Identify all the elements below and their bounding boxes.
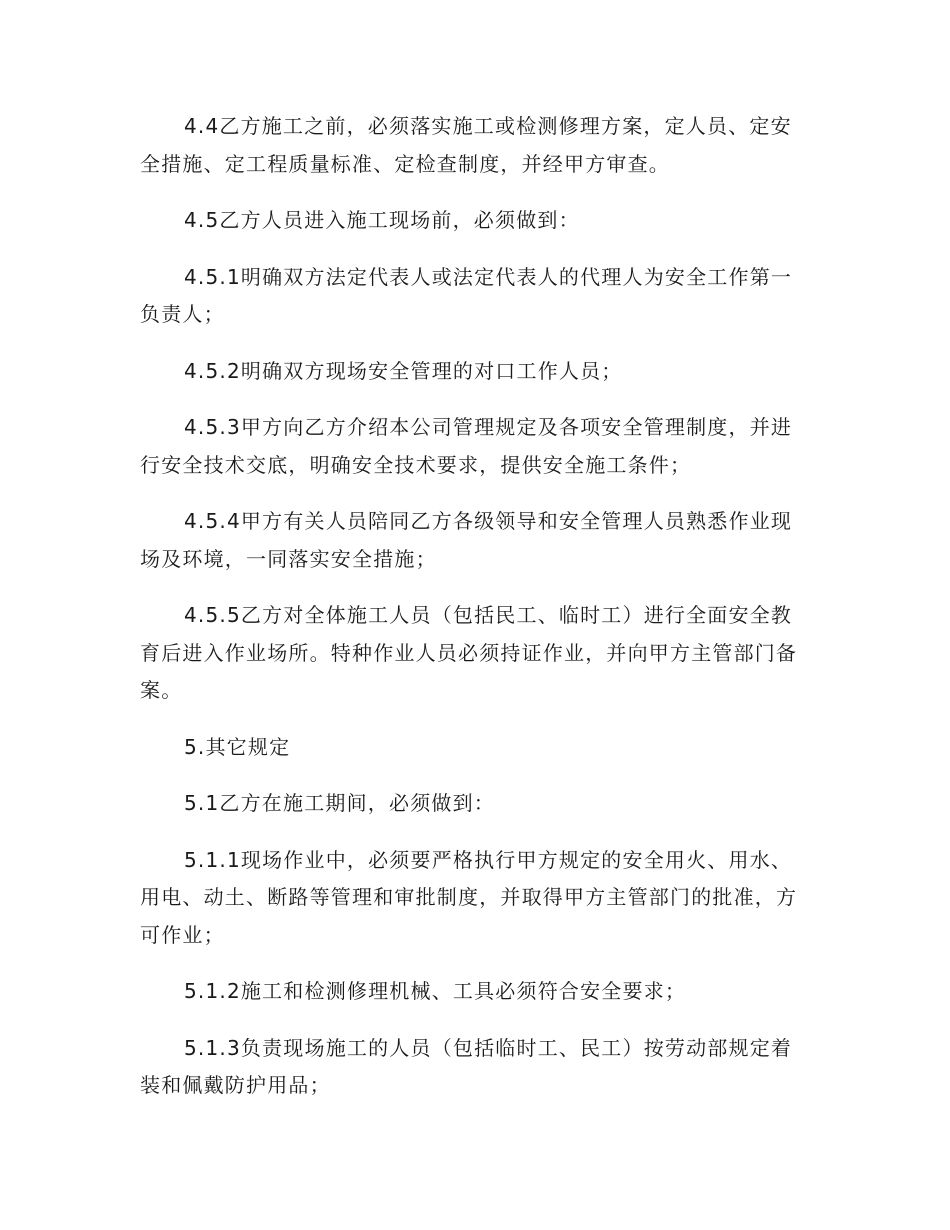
section-heading-5: 5.其它规定 [184,734,291,759]
paragraph-5-1-2: 5.1.2施工和检测修理机械、工具必须符合安全要求； [184,979,687,1003]
document-body [140,108,812,1124]
paragraph-5-1: 5.1乙方在施工期间，必须做到： [184,791,496,815]
paragraph-4-5: 4.5乙方人员进入施工现场前，必须做到： [184,208,580,232]
paragraph-4-5-4: 4.5.4甲方有关人员陪同乙方各级领导和安全管理人员熟悉作业现场及环境，一同落实安全措施； [140,509,793,571]
paragraph-4-5-2: 4.5.2明确双方现场安全管理的对口工作人员； [184,358,623,383]
paragraph-4-5-5: 4.5.5乙方对全体施工人员（包括民工、临时工）进行全面安全教育后进入作业场所。特种作业人员必须持证作业，并向甲方主管部门备案。 [140,603,798,702]
paragraph-5-1-3: 5.1.3负责现场施工的人员（包括临时工、民工）按劳动部规定着装和佩戴防护用品； [140,1035,793,1097]
paragraph-4-4: 4.4乙方施工之前，必须落实施工或检测修理方案，定人员、定安全措施、定工程质量标准、定检查制度，并经甲方审查。 [140,114,792,176]
paragraph-4-5-3: 4.5.3甲方向乙方介绍本公司管理规定及各项安全管理制度，并进行安全技术交底，明确安全技术要求，提供安全施工条件； [140,415,793,477]
paragraph-4-5-1: 4.5.1明确双方法定代表人或法定代表人的代理人为安全工作第一负责人； [140,264,793,326]
paragraph-5-1-1: 5.1.1现场作业中，必须要严格执行甲方规定的安全用火、用水、用电、动土、断路等管理和审批制度，并取得甲方主管部门的批准，方可作业； [140,847,798,947]
